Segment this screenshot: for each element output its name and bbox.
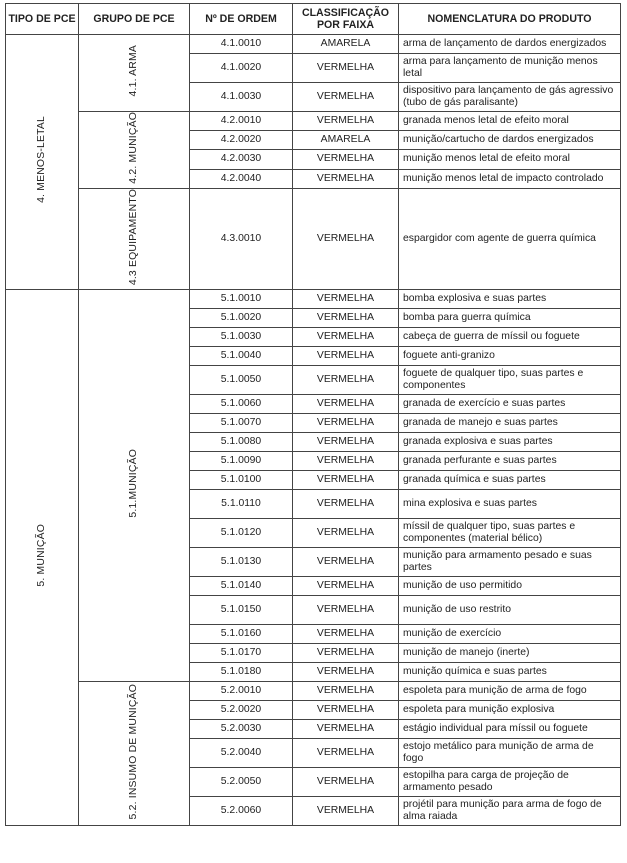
nomenclatura-text: granada de manejo e suas partes: [403, 416, 558, 428]
nomenclatura-cell: [399, 719, 621, 738]
ordem-cell: 4.1.0030: [190, 83, 293, 112]
classificacao-cell: VERMELHA: [293, 489, 399, 518]
nomenclatura-cell: [399, 83, 621, 112]
tipo-cell: [6, 35, 79, 290]
nomenclatura-text: munição de uso permitido: [403, 579, 522, 591]
nomenclatura-cell: [399, 327, 621, 346]
nomenclatura-text: espargidor com agente de guerra química: [403, 232, 596, 244]
nomenclatura-cell: [399, 700, 621, 719]
nomenclatura-cell: [399, 289, 621, 308]
nomenclatura-text: granada explosiva e suas partes: [403, 435, 553, 447]
classificacao-cell: VERMELHA: [293, 518, 399, 547]
nomenclatura-cell: [399, 131, 621, 150]
nomenclatura-text: projétil para munição para arma de fogo de alma raiada: [403, 798, 602, 822]
nomenclatura-cell: [399, 394, 621, 413]
nomenclatura-cell: [399, 662, 621, 681]
grupo-label: 4.1. ARMA: [128, 45, 139, 97]
classificacao-cell: VERMELHA: [293, 662, 399, 681]
classificacao-cell: VERMELHA: [293, 150, 399, 169]
header-ordem: Nº DE ORDEM: [190, 4, 293, 35]
classificacao-cell: VERMELHA: [293, 346, 399, 365]
classificacao-cell: VERMELHA: [293, 738, 399, 767]
header-grupo: GRUPO DE PCE: [79, 4, 190, 35]
nomenclatura-text: espoleta para munição explosiva: [403, 703, 555, 715]
nomenclatura-cell: [399, 547, 621, 576]
table-row: [6, 681, 621, 700]
nomenclatura-text: munição de uso restrito: [403, 603, 512, 615]
ordem-cell: 5.1.0120: [190, 518, 293, 547]
nomenclatura-text: dispositivo para lançamento de gás agressivo (tubo de gás paralisante): [403, 85, 614, 108]
grupo-label: 5.2. INSUMO DE MUNIÇÃO: [128, 683, 139, 820]
nomenclatura-text: granada perfurante e suas partes: [403, 454, 557, 466]
ordem-cell: 5.1.0030: [190, 327, 293, 346]
nomenclatura-text: granada de exercício e suas partes: [403, 397, 566, 409]
tipo-label: 4. MENOS-LETAL: [36, 116, 47, 204]
ordem-cell: 5.1.0180: [190, 662, 293, 681]
nomenclatura-text: arma para lançamento de munição menos letal: [403, 56, 598, 79]
nomenclatura-text: munição de manejo (inerte): [403, 646, 530, 658]
classificacao-cell: VERMELHA: [293, 188, 399, 289]
classificacao-cell: VERMELHA: [293, 576, 399, 595]
header-tipo: TIPO DE PCE: [6, 4, 79, 35]
classificacao-cell: VERMELHA: [293, 624, 399, 643]
nomenclatura-cell: [399, 432, 621, 451]
classificacao-cell: VERMELHA: [293, 112, 399, 131]
classificacao-cell: VERMELHA: [293, 289, 399, 308]
classificacao-cell: VERMELHA: [293, 308, 399, 327]
header-row: [6, 4, 621, 35]
classificacao-cell: VERMELHA: [293, 327, 399, 346]
ordem-cell: 5.1.0080: [190, 432, 293, 451]
ordem-cell: 4.1.0020: [190, 54, 293, 83]
ordem-cell: 5.2.0040: [190, 738, 293, 767]
nomenclatura-cell: [399, 767, 621, 796]
ordem-cell: 4.3.0010: [190, 188, 293, 289]
grupo-label: 4.2. MUNIÇÃO: [128, 112, 139, 184]
tipo-cell: [6, 289, 79, 825]
nomenclatura-cell: [399, 35, 621, 54]
ordem-cell: 5.1.0040: [190, 346, 293, 365]
ordem-cell: 5.1.0050: [190, 365, 293, 394]
classificacao-cell: VERMELHA: [293, 432, 399, 451]
ordem-cell: 4.1.0010: [190, 35, 293, 54]
nomenclatura-cell: [399, 346, 621, 365]
ordem-cell: 5.1.0170: [190, 643, 293, 662]
grupo-cell: [79, 681, 190, 825]
nomenclatura-cell: [399, 150, 621, 169]
classificacao-cell: AMARELA: [293, 131, 399, 150]
table-row: [6, 112, 621, 131]
nomenclatura-cell: [399, 308, 621, 327]
ordem-cell: 5.2.0060: [190, 796, 293, 825]
classificacao-cell: VERMELHA: [293, 413, 399, 432]
nomenclatura-text: cabeça de guerra de míssil ou foguete: [403, 330, 580, 342]
header-nomenclatura: NOMENCLATURA DO PRODUTO: [399, 4, 621, 35]
nomenclatura-cell: [399, 796, 621, 825]
ordem-cell: 5.1.0160: [190, 624, 293, 643]
classificacao-cell: VERMELHA: [293, 719, 399, 738]
ordem-cell: 5.2.0010: [190, 681, 293, 700]
nomenclatura-cell: [399, 470, 621, 489]
nomenclatura-cell: [399, 576, 621, 595]
nomenclatura-text: arma de lançamento de dardos energizados: [403, 38, 607, 49]
nomenclatura-cell: [399, 738, 621, 767]
nomenclatura-text: munição/cartucho de dardos energizados: [403, 134, 594, 146]
nomenclatura-text: munição menos letal de impacto controlado: [403, 172, 604, 184]
classificacao-cell: VERMELHA: [293, 54, 399, 83]
nomenclatura-cell: [399, 188, 621, 289]
nomenclatura-cell: [399, 518, 621, 547]
grupo-cell: [79, 188, 190, 289]
nomenclatura-cell: [399, 451, 621, 470]
classificacao-cell: AMARELA: [293, 35, 399, 54]
ordem-cell: 4.2.0040: [190, 169, 293, 188]
ordem-cell: 5.2.0030: [190, 719, 293, 738]
ordem-cell: 4.2.0030: [190, 150, 293, 169]
classificacao-cell: VERMELHA: [293, 547, 399, 576]
classificacao-cell: VERMELHA: [293, 595, 399, 624]
nomenclatura-cell: [399, 595, 621, 624]
grupo-cell: [79, 35, 190, 112]
classificacao-cell: VERMELHA: [293, 394, 399, 413]
classificacao-cell: VERMELHA: [293, 365, 399, 394]
nomenclatura-cell: [399, 169, 621, 188]
nomenclatura-text: munição para armamento pesado e suas partes: [403, 549, 592, 573]
pce-table: [5, 3, 621, 826]
ordem-cell: 5.1.0150: [190, 595, 293, 624]
classificacao-cell: VERMELHA: [293, 767, 399, 796]
nomenclatura-text: foguete de qualquer tipo, suas partes e componentes: [403, 367, 584, 391]
nomenclatura-text: granada química e suas partes: [403, 473, 546, 485]
classificacao-cell: VERMELHA: [293, 796, 399, 825]
nomenclatura-text: foguete anti-granizo: [403, 349, 495, 361]
classificacao-cell: VERMELHA: [293, 700, 399, 719]
nomenclatura-text: estojo metálico para munição de arma de fogo: [403, 740, 594, 764]
nomenclatura-cell: [399, 112, 621, 131]
grupo-cell: [79, 112, 190, 189]
nomenclatura-cell: [399, 489, 621, 518]
nomenclatura-cell: [399, 365, 621, 394]
ordem-cell: 5.1.0100: [190, 470, 293, 489]
nomenclatura-text: mina explosiva e suas partes: [403, 497, 537, 509]
classificacao-cell: VERMELHA: [293, 451, 399, 470]
classificacao-cell: VERMELHA: [293, 681, 399, 700]
ordem-cell: 5.1.0060: [190, 394, 293, 413]
table-body: [6, 35, 621, 826]
grupo-cell: [79, 289, 190, 681]
table-row: [6, 188, 621, 289]
nomenclatura-text: espoleta para munição de arma de fogo: [403, 684, 587, 696]
classificacao-cell: VERMELHA: [293, 83, 399, 112]
classificacao-cell: VERMELHA: [293, 470, 399, 489]
nomenclatura-text: estágio individual para míssil ou foguete: [403, 722, 588, 734]
ordem-cell: 5.1.0110: [190, 489, 293, 518]
nomenclatura-cell: [399, 643, 621, 662]
ordem-cell: 5.1.0010: [190, 289, 293, 308]
nomenclatura-cell: [399, 681, 621, 700]
nomenclatura-cell: [399, 54, 621, 83]
table-row: [6, 35, 621, 54]
ordem-cell: 5.1.0140: [190, 576, 293, 595]
nomenclatura-text: munição de exercício: [403, 627, 502, 639]
nomenclatura-text: bomba para guerra química: [403, 311, 531, 323]
ordem-cell: 5.1.0070: [190, 413, 293, 432]
ordem-cell: 5.2.0020: [190, 700, 293, 719]
nomenclatura-text: míssil de qualquer tipo, suas partes e componentes (material bélico): [403, 520, 576, 544]
nomenclatura-cell: [399, 624, 621, 643]
nomenclatura-text: munição química e suas partes: [403, 665, 547, 677]
classificacao-cell: VERMELHA: [293, 643, 399, 662]
nomenclatura-cell: [399, 413, 621, 432]
nomenclatura-text: bomba explosiva e suas partes: [403, 292, 547, 304]
nomenclatura-text: estopilha para carga de projeção de armamento pesado: [403, 769, 569, 793]
nomenclatura-text: munição menos letal de efeito moral: [403, 153, 570, 165]
classificacao-cell: VERMELHA: [293, 169, 399, 188]
nomenclatura-text: granada menos letal de efeito moral: [403, 115, 569, 127]
ordem-cell: 4.2.0020: [190, 131, 293, 150]
ordem-cell: 5.2.0050: [190, 767, 293, 796]
grupo-label: 5.1.MUNIÇÃO: [128, 449, 139, 518]
header-classificacao: CLASSIFICAÇÃO POR FAIXA: [293, 4, 399, 35]
ordem-cell: 5.1.0090: [190, 451, 293, 470]
grupo-label: 4.3 EQUIPAMENTO: [128, 188, 139, 285]
ordem-cell: 5.1.0020: [190, 308, 293, 327]
ordem-cell: 5.1.0130: [190, 547, 293, 576]
table-row: [6, 289, 621, 308]
tipo-label: 5. MUNIÇÃO: [36, 524, 47, 587]
ordem-cell: 4.2.0010: [190, 112, 293, 131]
